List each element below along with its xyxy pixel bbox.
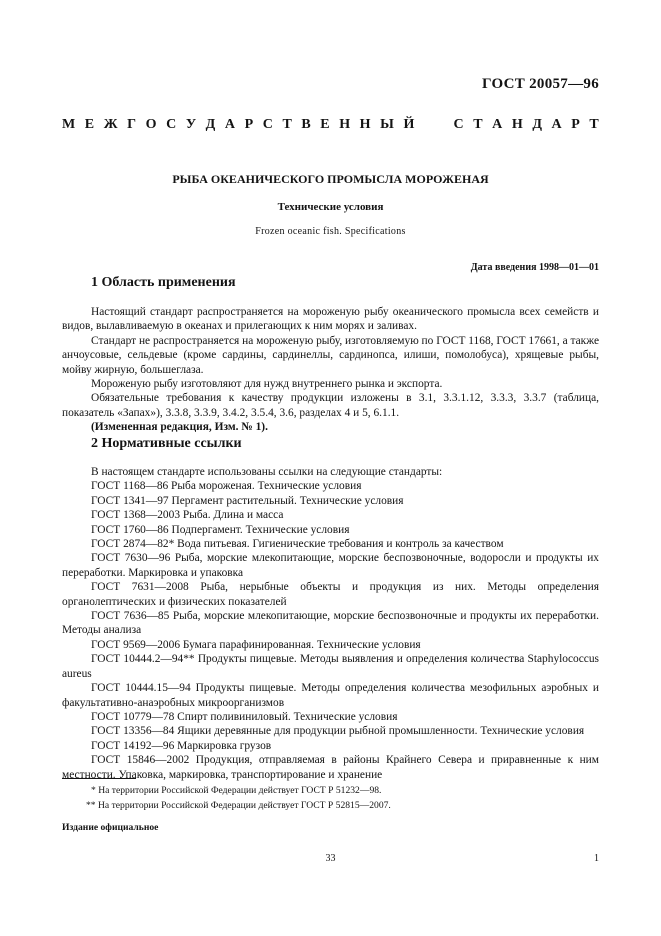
banner-letter: О [145, 117, 157, 132]
footnote: * На территории Российской Федерации действует ГОСТ Р 51232—98. [91, 785, 382, 796]
document-subtitle: Технические условия [277, 201, 384, 213]
english-title: Frozen oceanic fish. Specifications [255, 226, 406, 237]
banner-letter: Е [84, 117, 95, 132]
section-2-body [62, 465, 599, 782]
banner-letter: Д [532, 117, 542, 132]
reference-item: ГОСТ 10779—78 Спирт поливиниловый. Технические условия [91, 710, 398, 723]
banner-letter: Ы [380, 117, 394, 132]
reference-item: ГОСТ 10444.2—94** Продукты пищевые. Методы выявления и определения количества Staphylococcus aureus [62, 653, 599, 680]
section-2-heading: 2 Нормативные ссылки [91, 436, 242, 451]
reference-item: ГОСТ 7631—2008 Рыба, нерыбные объекты и продукция из них. Методы определения органолептических и физических показателей [62, 581, 599, 608]
reference-item: ГОСТ 1368—2003 Рыба. Длина и масса [91, 509, 284, 522]
paragraph: Стандарт не распространяется на мороженую рыбу, изготовляемую по ГОСТ 1168, ГОСТ 17661, а также анчоусовые, сельдевые (кроме сардины, сардинеллы, сардинопса, илиши, помолобуса), хрящевые рыбы, мойву жирную, большеглаза. [62, 334, 599, 376]
banner-letter: Р [244, 117, 254, 132]
footnotes [62, 783, 599, 813]
banner-letter: Д [205, 117, 216, 132]
sheet-number: 1 [594, 853, 599, 864]
footnote-separator [62, 778, 136, 779]
paragraph: Обязательные требования к качеству продукции изложены в 3.1, 3.3.1.12, 3.3.3, 3.3.7 (таблица, показатель «Запах»), 3.3.8, 3.3.9, 3.4.2, 3.5.4, 3.6, разделах 4 и 5, 6.1.1. [62, 392, 599, 419]
banner-letter: А [492, 117, 503, 132]
banner-letter: С [262, 117, 273, 132]
banner-letter: В [301, 117, 311, 132]
banner-letter: А [224, 117, 236, 132]
reference-item: ГОСТ 1760—86 Подпергамент. Технические условия [91, 523, 350, 536]
banner-word-gap [424, 117, 444, 133]
banner-letter: Ж [103, 117, 118, 132]
paragraph: Мороженую рыбу изготовляют для нужд внутреннего рынка и экспорта. [91, 378, 443, 391]
banner-letter: М [62, 117, 76, 132]
reference-item: ГОСТ 1168—86 Рыба мороженая. Технические условия [91, 480, 362, 493]
reference-item: ГОСТ 2874—82* Вода питьевая. Гигиенические требования и контроль за качеством [91, 538, 504, 551]
reference-item: ГОСТ 1341—97 Пергамент растительный. Технические условия [91, 494, 404, 507]
reference-item: ГОСТ 9569—2006 Бумага парафинированная. Технические условия [91, 638, 421, 651]
banner-letter: Г [127, 117, 137, 132]
banner-letter: У [185, 117, 197, 132]
reference-item: ГОСТ 14192—96 Маркировка грузов [91, 739, 272, 752]
standard-banner [62, 117, 599, 133]
banner-letter: Н [339, 117, 351, 132]
footnote: ** На территории Российской Федерации действует ГОСТ Р 52815—2007. [86, 800, 391, 811]
reference-item: ГОСТ 10444.15—94 Продукты пищевые. Методы определения количества мезофильных аэробных и факультативно-анаэробных микроорганизмов [62, 682, 599, 709]
banner-letter: Т [282, 117, 292, 132]
banner-letter: Н [359, 117, 371, 132]
effective-date: Дата введения 1998—01—01 [470, 262, 599, 273]
page-number: 33 [325, 853, 336, 864]
section-1-heading: 1 Область применения [91, 275, 236, 290]
paragraph: Настоящий стандарт распространяется на мороженую рыбу океанического промысла всех семейств и видов, вылавливаемую в океанах и прилегающих к ним морях и заливах. [62, 306, 599, 333]
banner-letter: С [453, 117, 464, 132]
banner-letter: Н [511, 117, 523, 132]
banner-letter: Т [589, 117, 599, 132]
gost-code: ГОСТ 20057—96 [481, 76, 599, 92]
banner-letter: А [551, 117, 562, 132]
paragraph: В настоящем стандарте использованы ссылки на следующие стандарты: [91, 466, 443, 478]
document-title: РЫБА ОКЕАНИЧЕСКОГО ПРОМЫСЛА МОРОЖЕНАЯ [172, 172, 489, 186]
banner-letter: Е [320, 117, 330, 132]
reference-item: ГОСТ 13356—84 Ящики деревянные для продукции рыбной промышленности. Технические условия [91, 725, 585, 738]
amendment-note: (Измененная редакция, Изм. № 1). [91, 421, 268, 434]
banner-letter: Т [473, 117, 483, 132]
reference-item: ГОСТ 7630—96 Рыба, морские млекопитающие, морские беспозвоночные, водоросли и продукты их переработки. Маркировка и упаковка [62, 552, 599, 579]
banner-letter: С [166, 117, 177, 132]
reference-item: ГОСТ 15846—2002 Продукция, отправляемая в районы Крайнего Севера и приравненные к ним местности. Упаковка, маркировка, транспортирование и хранение [62, 754, 599, 781]
banner-letter: Р [571, 117, 580, 132]
section-1-body [62, 305, 599, 435]
edition-note: Издание официальное [62, 822, 159, 833]
reference-item: ГОСТ 7636—85 Рыба, морские млекопитающие, морские беспозвоночные и продукты их переработки. Методы анализа [62, 610, 599, 637]
banner-letter: Й [403, 117, 415, 132]
